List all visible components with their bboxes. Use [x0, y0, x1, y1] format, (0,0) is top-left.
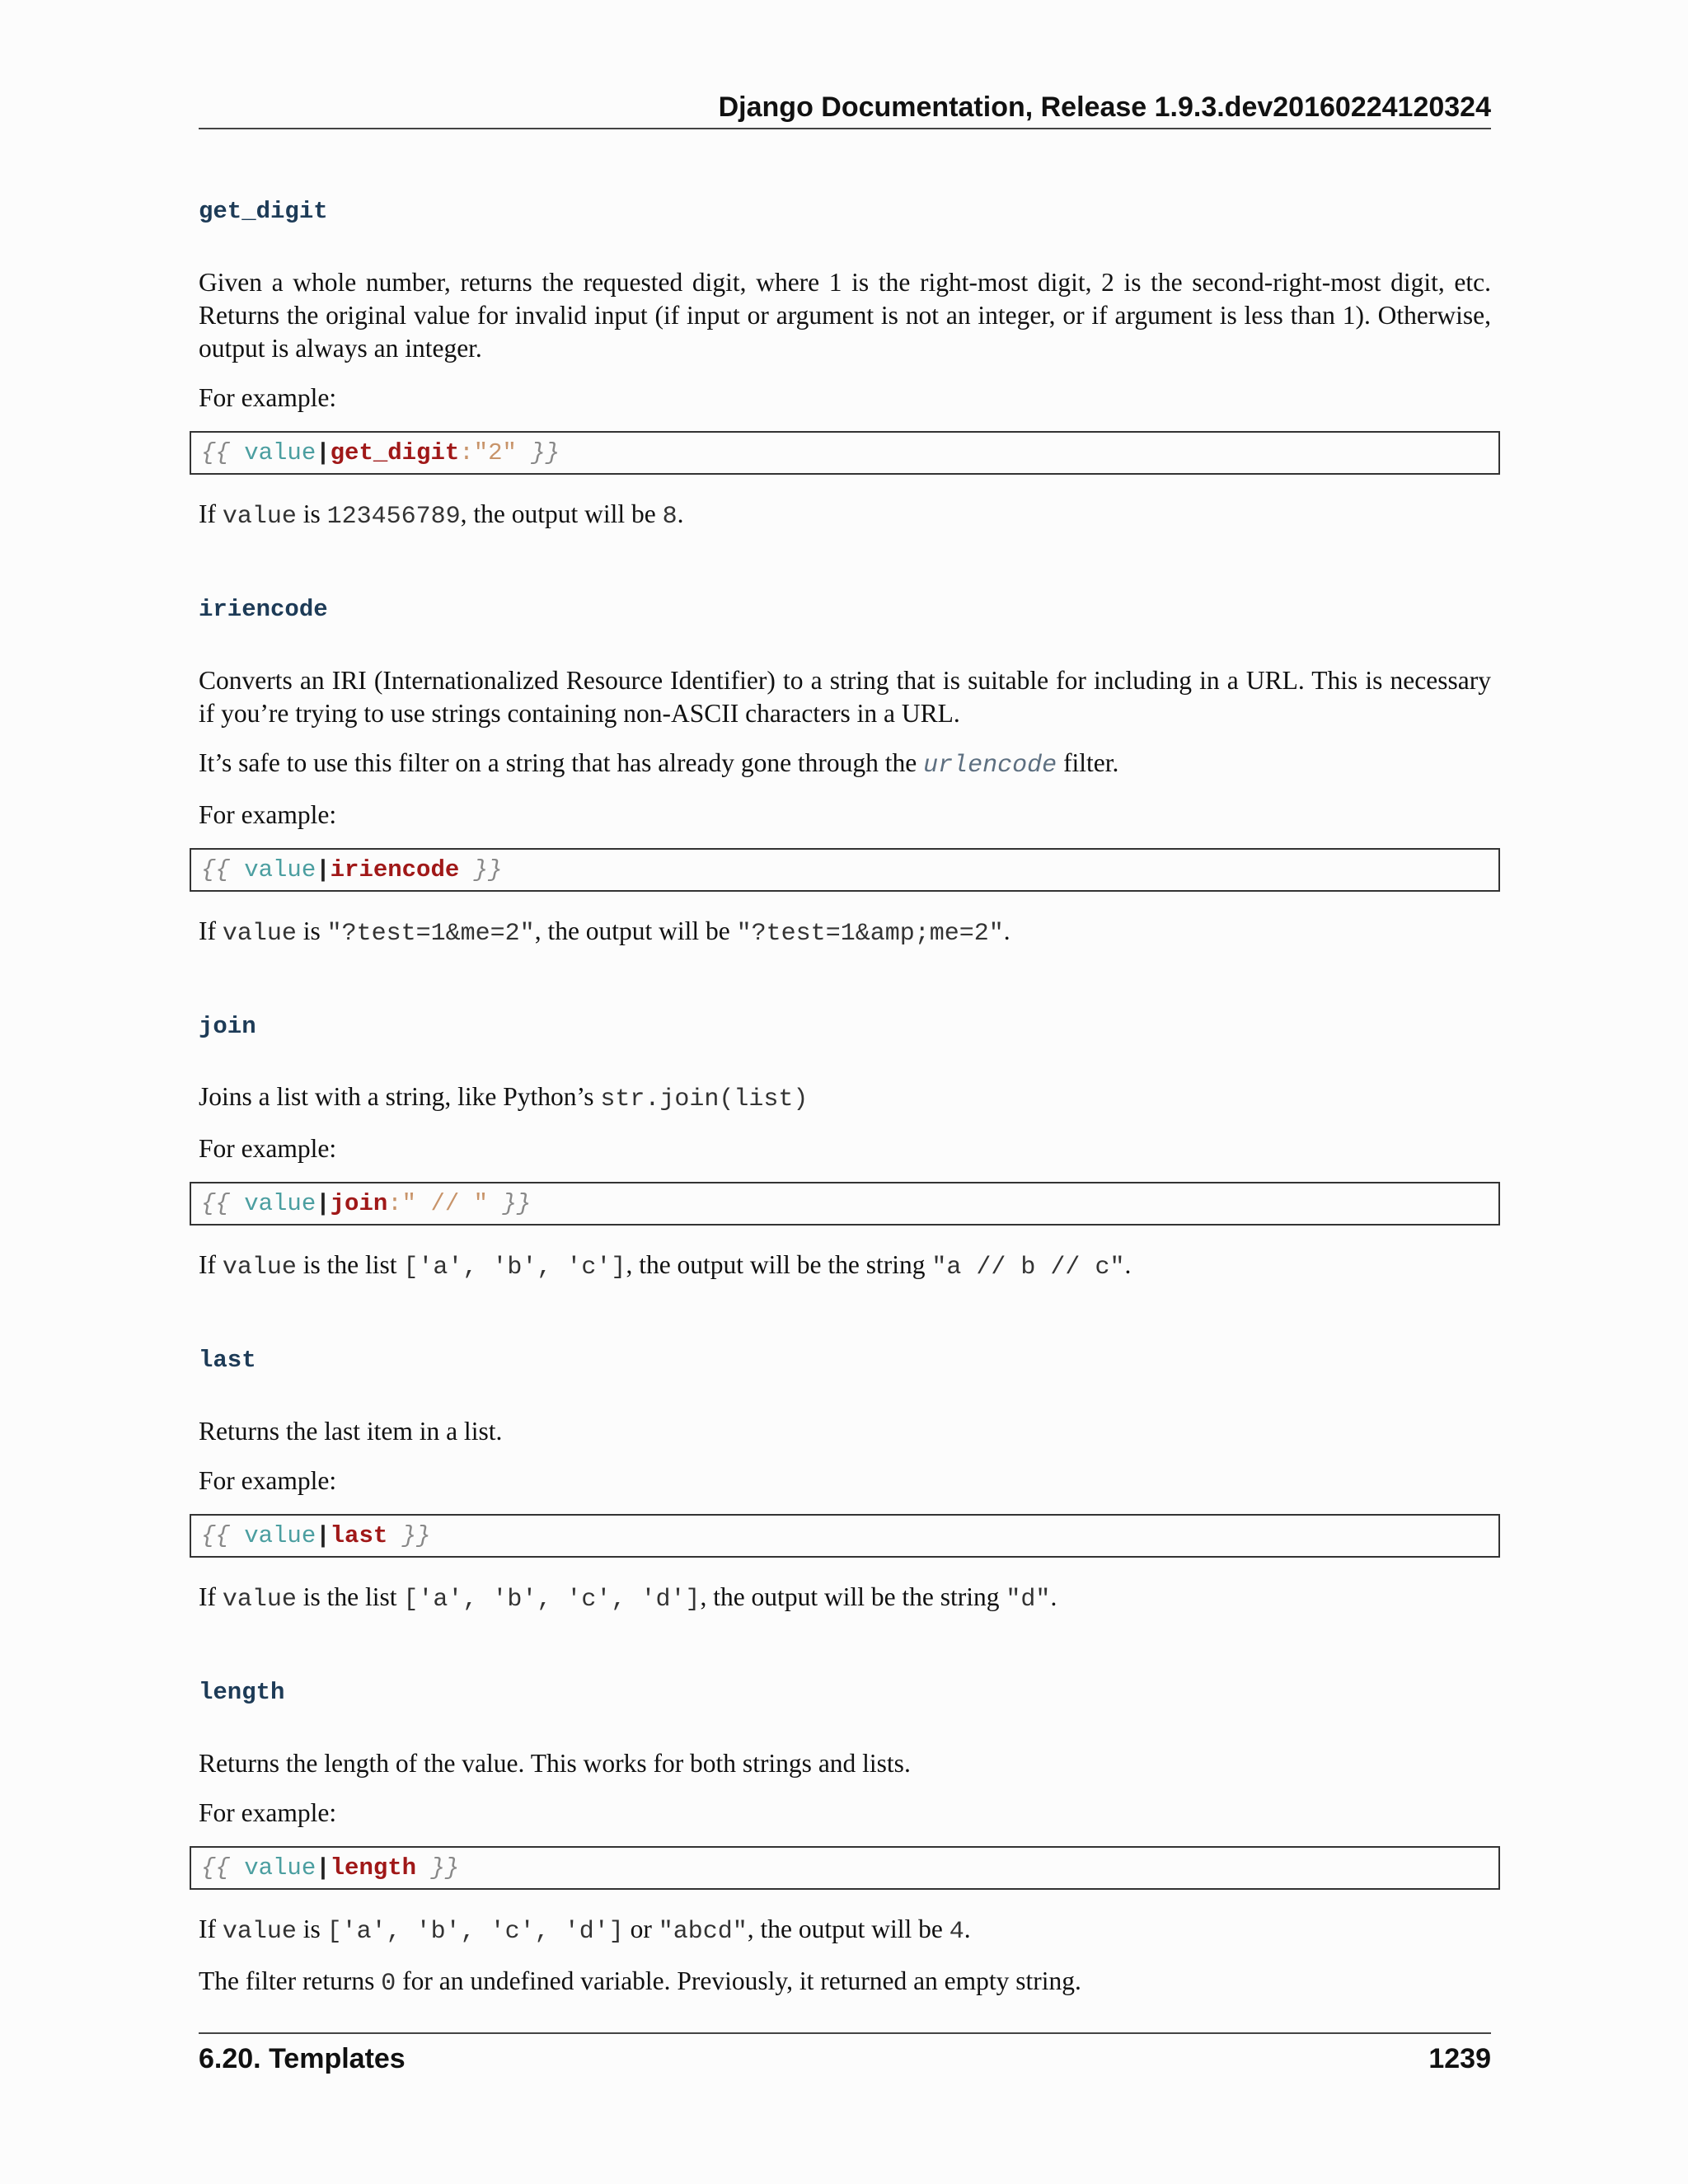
template-close-brace: }}	[387, 1522, 431, 1550]
inline-code: value	[222, 502, 297, 531]
inline-code: "?test=1&amp;me=2"	[736, 919, 1004, 948]
code-block-last	[190, 1514, 1500, 1558]
text: .	[964, 1914, 971, 1943]
inline-code: "abcd"	[658, 1917, 748, 1946]
template-open-brace: {{	[201, 1190, 245, 1218]
text: filter.	[1057, 748, 1119, 777]
template-open-brace: {{	[201, 1522, 245, 1550]
text: .	[677, 499, 684, 528]
section-join	[199, 1013, 1491, 1285]
inline-code: "d"	[1006, 1586, 1051, 1615]
inline-code: "?test=1&me=2"	[326, 919, 535, 948]
inline-code: value	[222, 1917, 297, 1946]
section-title-last: last	[199, 1347, 256, 1375]
inline-code: str.join(list)	[600, 1085, 809, 1114]
text: .	[1003, 916, 1010, 945]
template-variable: value	[244, 1854, 316, 1882]
template-pipe: |	[316, 1854, 331, 1882]
text: Joins a list with a string, like Python’s	[199, 1082, 601, 1112]
template-filter: last	[330, 1522, 388, 1550]
join-description	[199, 1080, 1491, 1116]
template-variable: value	[244, 438, 316, 466]
template-argument: " // "	[401, 1190, 489, 1218]
for-example-label: For example:	[199, 1134, 337, 1164]
text: , the output will be	[460, 499, 663, 528]
code-block-join	[190, 1182, 1500, 1226]
text: for an undefined variable. Previously, it returned an empty string.	[396, 1966, 1081, 1995]
text: or	[623, 1914, 659, 1943]
iriencode-description: Converts an IRI (Internationalized Resource Identifier) to a string that is suitable for including in a URL. This is necessary if you’re trying to use strings containing non-ASCII characters in a URL.	[199, 665, 1491, 728]
section-title-get-digit: get_digit	[199, 198, 328, 225]
template-variable: value	[244, 1522, 316, 1550]
inline-code: "a // b // c"	[931, 1254, 1125, 1282]
section-title-join: join	[199, 1012, 256, 1040]
page-content	[199, 198, 1491, 2017]
join-result	[199, 1249, 1491, 1284]
template-variable: value	[244, 855, 316, 883]
inline-code: 0	[381, 1969, 396, 1998]
iriencode-result	[199, 915, 1491, 950]
last-description: Returns the last item in a list.	[199, 1417, 503, 1446]
inline-code: 123456789	[326, 502, 461, 531]
last-result	[199, 1581, 1491, 1616]
template-pipe: |	[316, 1522, 331, 1550]
template-colon: :	[459, 438, 474, 466]
template-pipe: |	[316, 1190, 331, 1218]
text: If	[199, 499, 223, 528]
section-title-iriencode: iriencode	[199, 595, 328, 623]
inline-code: ['a', 'b', 'c']	[403, 1254, 626, 1282]
template-open-brace: {{	[201, 1854, 245, 1882]
template-pipe: |	[316, 438, 331, 466]
section-get-digit	[199, 198, 1491, 533]
template-filter: iriencode	[330, 855, 460, 883]
text: is	[296, 916, 327, 945]
inline-code: 4	[949, 1917, 964, 1946]
text: If	[199, 916, 223, 945]
inline-code: ['a', 'b', 'c', 'd']	[403, 1586, 701, 1615]
text: , the output will be	[747, 1914, 950, 1943]
template-close-brace: }}	[516, 438, 560, 466]
text: The filter returns	[199, 1966, 382, 1995]
for-example-label: For example:	[199, 799, 337, 829]
text: If	[199, 1582, 223, 1612]
template-close-brace: }}	[416, 1854, 460, 1882]
text: is	[296, 499, 327, 528]
for-example-label: For example:	[199, 1797, 337, 1827]
template-close-brace: }}	[488, 1190, 532, 1218]
running-footer	[199, 2032, 1491, 2076]
template-argument: "2"	[473, 438, 517, 466]
inline-code: 8	[662, 502, 678, 531]
urlencode-link[interactable]: urlencode	[923, 751, 1057, 780]
template-open-brace: {{	[201, 438, 245, 466]
for-example-label: For example:	[199, 382, 337, 412]
length-result	[199, 1913, 1491, 1948]
section-length	[199, 1679, 1491, 2000]
code-block-length	[190, 1846, 1500, 1890]
template-filter: join	[330, 1190, 388, 1218]
for-example-label: For example:	[199, 1466, 337, 1496]
running-header: Django Documentation, Release 1.9.3.dev20160224120324	[199, 91, 1491, 129]
section-last	[199, 1347, 1491, 1616]
section-iriencode	[199, 596, 1491, 950]
template-open-brace: {{	[201, 855, 245, 883]
code-block-iriencode	[190, 848, 1500, 892]
text: is	[296, 1914, 327, 1943]
get-digit-result	[199, 498, 1491, 533]
text: , the output will be	[534, 916, 737, 945]
template-colon: :	[387, 1190, 402, 1218]
text: It’s safe to use this filter on a string that has already gone through the	[199, 748, 924, 777]
template-pipe: |	[316, 855, 331, 883]
template-variable: value	[244, 1190, 316, 1218]
inline-code: ['a', 'b', 'c', 'd']	[326, 1917, 624, 1946]
text: .	[1124, 1250, 1132, 1280]
length-note	[199, 1965, 1491, 2000]
template-filter: length	[330, 1854, 417, 1882]
length-description: Returns the length of the value. This works for both strings and lists.	[199, 1748, 911, 1778]
template-filter: get_digit	[330, 438, 460, 466]
text: , the output will be the string	[626, 1250, 932, 1280]
inline-code: value	[222, 919, 297, 948]
footer-section-title: 6.20. Templates	[199, 2043, 406, 2074]
get-digit-description: Given a whole number, returns the requested digit, where 1 is the right-most digit, 2 is the second-right-most digit, etc. Returns the original value for invalid input (if input or argument is not an integer, or if argument is less than 1). Otherwise, output is always an integer.	[199, 267, 1491, 363]
text: is the list	[296, 1250, 404, 1280]
text: , the output will be the string	[700, 1582, 1006, 1612]
text: If	[199, 1914, 223, 1943]
section-title-length: length	[199, 1679, 285, 1707]
text: is the list	[296, 1582, 404, 1612]
inline-code: value	[222, 1254, 297, 1282]
text: .	[1050, 1582, 1057, 1612]
code-block-get-digit	[190, 431, 1500, 475]
inline-code: value	[222, 1586, 297, 1615]
iriencode-safe-note	[199, 747, 1491, 782]
template-close-brace: }}	[459, 855, 503, 883]
text: If	[199, 1250, 223, 1280]
page-number: 1239	[1428, 2043, 1491, 2074]
